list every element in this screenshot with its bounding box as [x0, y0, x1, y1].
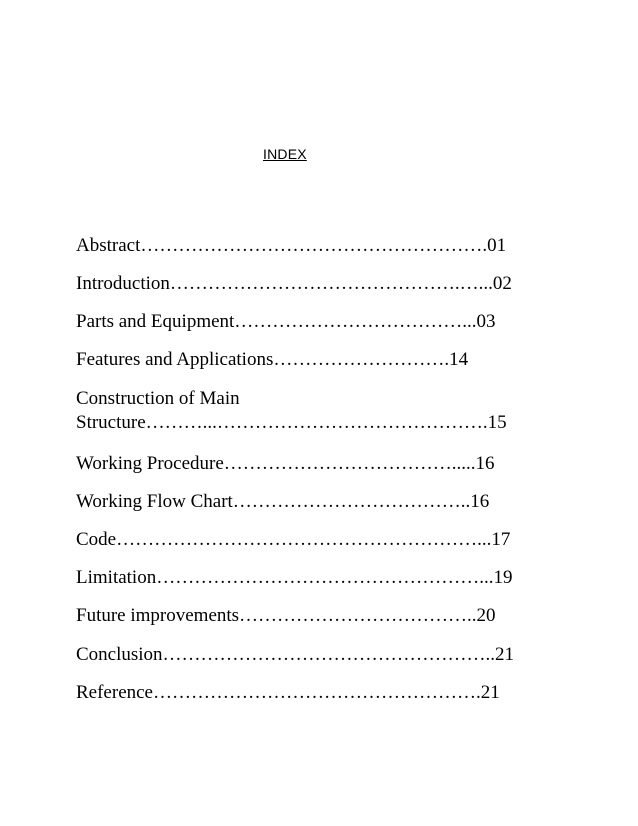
toc-entry-working-procedure: Working Procedure……………………………….....16: [76, 453, 495, 474]
toc-entry-reference: Reference…………………………………………….21: [76, 682, 500, 703]
toc-entry-code: Code…………………………………………………...17: [76, 529, 511, 550]
toc-entry-construction: [76, 388, 507, 434]
toc-entry-parts-and-equipment: Parts and Equipment………………………………...03: [76, 311, 496, 332]
toc-entry-features-and-applications: Features and Applications……………………….14: [76, 349, 469, 370]
page-title: INDEX: [263, 146, 307, 162]
toc-entry-abstract: Abstract……………………………………………….01: [76, 235, 507, 256]
toc-entry-construction-line2: Structure………...…………………………………….15: [76, 412, 507, 433]
toc-entry-introduction: Introduction……………………………………….…...02: [76, 273, 512, 294]
toc-entry-conclusion: Conclusion……………………………………………..21: [76, 644, 515, 665]
toc-entry-construction-line1: Construction of Main: [76, 388, 240, 409]
toc-entry-limitation: Limitation……………………………………………...19: [76, 567, 513, 588]
toc-entry-working-flow-chart: Working Flow Chart………………………………..16: [76, 491, 490, 512]
toc-entry-future-improvements: Future improvements………………………………..20: [76, 605, 496, 626]
